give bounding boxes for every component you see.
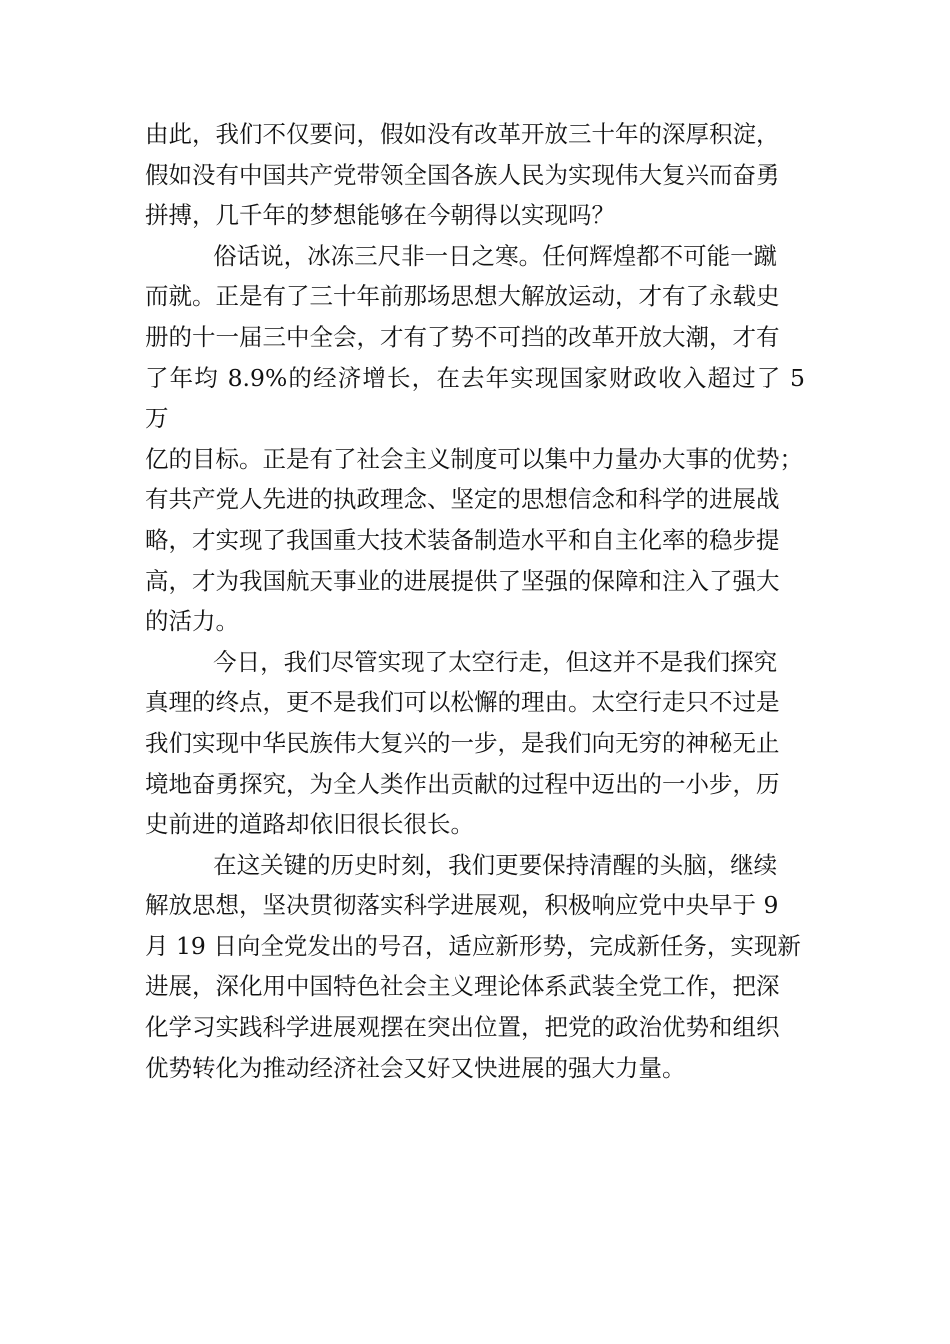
text-line: 亿的目标。正是有了社会主义制度可以集中力量办大事的优势； — [145, 444, 803, 473]
text-line: 而就。正是有了三十年前那场思想大解放运动，才有了永载史 — [145, 282, 780, 311]
paragraph-4 — [145, 845, 805, 1089]
text-line: 今日，我们尽管实现了太空行走，但这并不是我们探究 — [213, 647, 778, 676]
text-line: 我们实现中华民族伟大复兴的一步，是我们向无穷的神秘无止 — [145, 728, 780, 757]
text-line: 的活力。 — [145, 607, 239, 636]
text-line: 境地奋勇探究，为全人类作出贡献的过程中迈出的一小步，历 — [145, 769, 780, 798]
text-line: 解放思想，坚决贯彻落实科学进展观，积极响应党中央早于 9 — [145, 891, 779, 920]
text-line: 月 19 日向全党发出的号召，适应新形势，完成新任务，实现新 — [145, 931, 801, 960]
text-line: 进展，深化用中国特色社会主义理论体系武装全党工作，把深 — [145, 972, 780, 1001]
text-line: 真理的终点，更不是我们可以松懈的理由。太空行走只不过是 — [145, 688, 780, 717]
text-line: 俗话说，冰冻三尺非一日之寒。任何辉煌都不可能一蹴 — [213, 241, 778, 270]
text-line: 化学习实践科学进展观摆在突出位置，把党的政治优势和组织 — [145, 1013, 780, 1042]
text-line: 优势转化为推动经济社会又好又快进展的强大力量。 — [145, 1053, 686, 1082]
text-line: 假如没有中国共产党带领全国各族人民为实现伟大复兴而奋勇 — [145, 160, 780, 189]
paragraph-3 — [145, 642, 805, 845]
text-line: 有共产党人先进的执政理念、坚定的思想信念和科学的进展战 — [145, 485, 780, 514]
text-line: 史前进的道路却依旧很长很长。 — [145, 810, 474, 839]
paragraph-2 — [145, 236, 813, 642]
text-line: 高，才为我国航天事业的进展提供了坚强的保障和注入了强大 — [145, 566, 780, 595]
text-line: 由此，我们不仅要问，假如没有改革开放三十年的深厚积淀， — [145, 120, 780, 148]
text-line: 略，才实现了我国重大技术装备制造水平和自主化率的稳步提 — [145, 525, 780, 554]
text-line: 在这关键的历史时刻，我们更要保持清醒的头脑，继续 — [213, 850, 778, 879]
text-line: 了年均 8.9%的经济增长，在去年实现国家财政收入超过了 5 万 — [145, 363, 813, 433]
text-line: 拼搏，几千年的梦想能够在今朝得以实现吗？ — [145, 201, 615, 230]
paragraph-1 — [145, 114, 805, 236]
document-body — [145, 114, 813, 1088]
text-line: 册的十一届三中全会，才有了势不可挡的改革开放大潮，才有 — [145, 322, 780, 351]
